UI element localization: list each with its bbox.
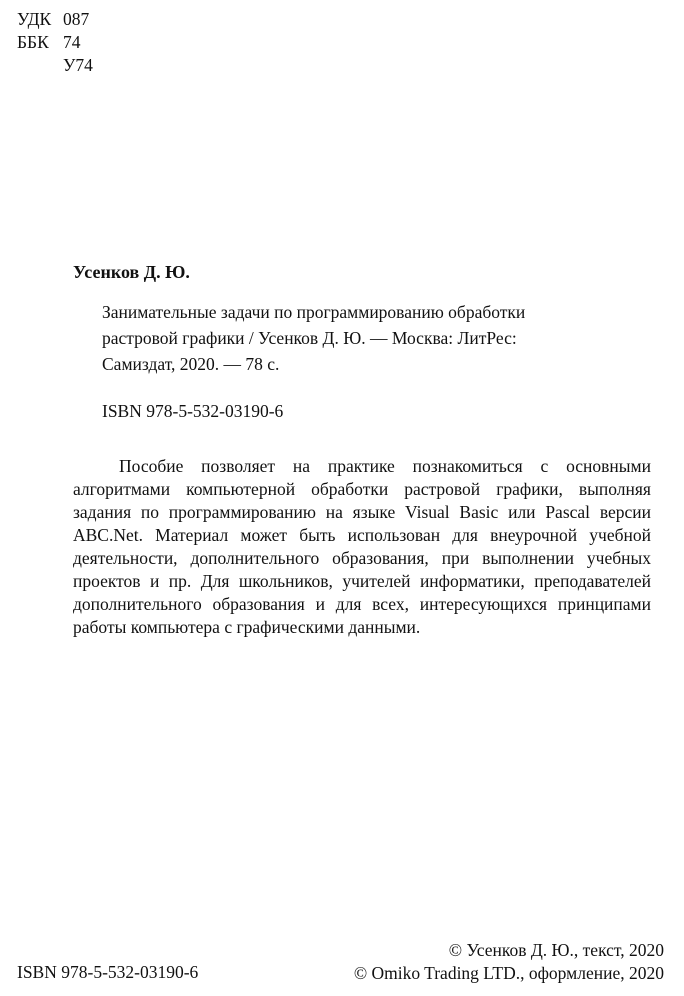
copyright-author: © Усенков Д. Ю., текст, 2020 bbox=[448, 940, 664, 960]
copyright-design: © Omiko Trading LTD., оформление, 2020 bbox=[353, 963, 664, 983]
annotation-line: задания по программированию на языке Visual Basic или Pascal версии bbox=[73, 502, 651, 522]
biblio-line: Самиздат, 2020. — 78 с. bbox=[102, 354, 280, 374]
isbn: ISBN 978-5-532-03190-6 bbox=[102, 401, 284, 421]
author-heading: Усенков Д. Ю. bbox=[73, 262, 190, 282]
annotation-line: дополнительного образования и для всех, интересующихся принципами bbox=[73, 594, 651, 614]
annotation-line: работы компьютера с графическими данными. bbox=[73, 617, 421, 637]
annotation-line: ABC.Net. Материал может быть использован для внеурочной учебной bbox=[73, 525, 651, 545]
bbk-value: 74 bbox=[63, 32, 81, 52]
bbk-row bbox=[17, 31, 93, 54]
classification-codes bbox=[17, 8, 93, 77]
annotation-line: деятельности, дополнительного образования, при выполнении учебных bbox=[73, 548, 651, 568]
bibliographic-record bbox=[102, 299, 582, 377]
footer-isbn: ISBN 978-5-532-03190-6 bbox=[17, 962, 199, 982]
udk-label: УДК bbox=[17, 9, 52, 29]
annotation-line: проектов и пр. Для школьников, учителей информатики, преподавателей bbox=[73, 571, 651, 591]
annotation-line: алгоритмами компьютерной обработки растровой графики, выполняя bbox=[73, 479, 651, 499]
annotation-paragraph bbox=[73, 455, 651, 639]
biblio-line: растровой графики / Усенков Д. Ю. — Москва: ЛитРес: bbox=[102, 328, 517, 348]
bbk-label: ББК bbox=[17, 32, 49, 52]
udk-row bbox=[17, 8, 93, 31]
author-mark-row bbox=[17, 54, 93, 77]
author-mark-spacer bbox=[17, 54, 63, 77]
author-mark: У74 bbox=[63, 55, 93, 75]
annotation-line: Пособие позволяет на практике познакомиться с основными bbox=[119, 456, 651, 476]
udk-value: 087 bbox=[63, 9, 90, 29]
copyright-block bbox=[354, 939, 664, 985]
biblio-line: Занимательные задачи по программированию обработки bbox=[102, 302, 526, 322]
